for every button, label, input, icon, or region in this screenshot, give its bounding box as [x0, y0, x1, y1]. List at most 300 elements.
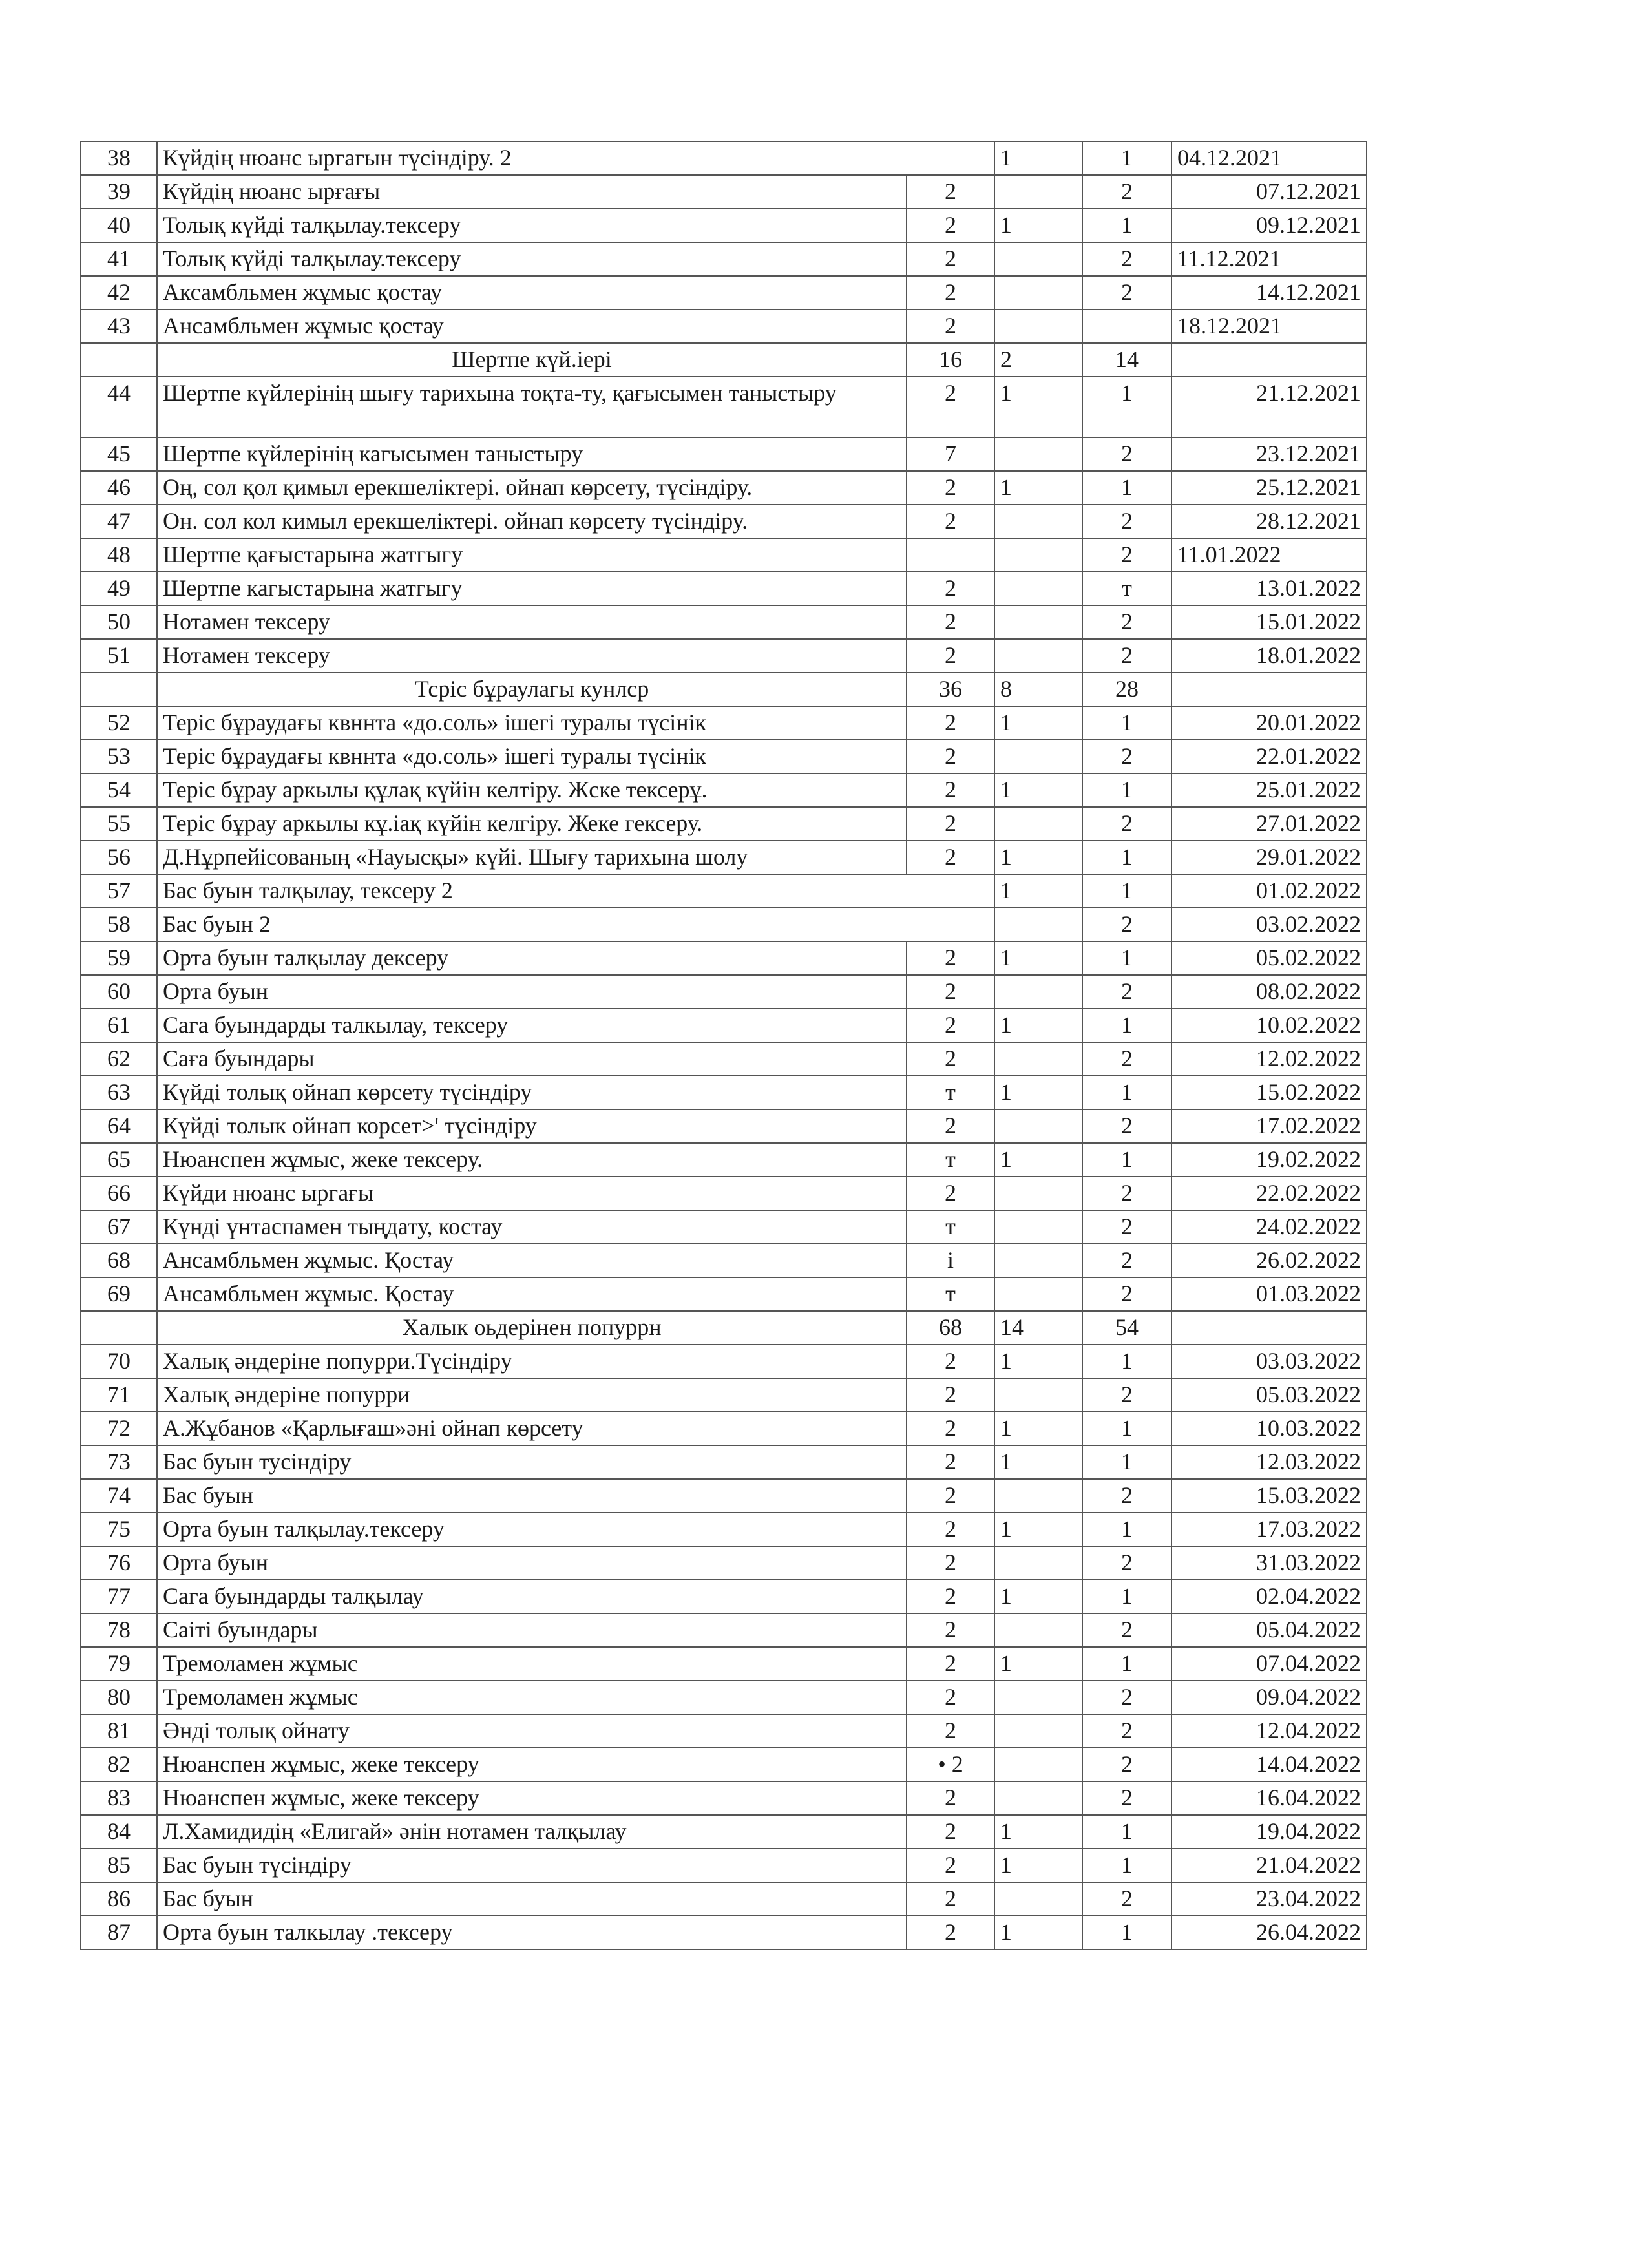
hours-total-cell: 2 [907, 807, 994, 841]
hours-total-cell: 2 [907, 505, 994, 538]
hours-theory-cell [994, 1546, 1082, 1580]
table-row [81, 242, 1367, 276]
table-row [81, 1177, 1367, 1210]
hours-theory-cell [994, 908, 1082, 941]
topic-cell: Бас буын тусіндіру [157, 1445, 907, 1479]
topic-cell: Он. сол кол кимыл ерекшеліктері. ойнап көрсету түсіндіру. [157, 505, 907, 538]
hours-theory-cell [994, 1613, 1082, 1647]
topic-cell: Орта буын [157, 975, 907, 1009]
hours-theory-cell [994, 175, 1082, 209]
row-number-cell: 42 [81, 276, 157, 310]
hours-practice-cell: 2 [1082, 605, 1171, 639]
hours-total-cell: 2 [907, 1882, 994, 1916]
topic-cell: Л.Хамидидің «Елигай» әнін нотамен талқылау [157, 1815, 907, 1849]
topic-cell: Сага буындарды талкылау, тексеру [157, 1009, 907, 1042]
hours-theory-cell: 1 [994, 1849, 1082, 1882]
date-cell: 15.02.2022 [1171, 1076, 1367, 1109]
table-row [81, 639, 1367, 673]
date-cell: 12.04.2022 [1171, 1714, 1367, 1748]
table-row [81, 310, 1367, 343]
topic-cell: А.Жұбанов «Қарлығаш»әні ойнап көрсету [157, 1412, 907, 1445]
date-cell: 20.01.2022 [1171, 706, 1367, 740]
row-number-cell: 63 [81, 1076, 157, 1109]
hours-practice-cell: 2 [1082, 639, 1171, 673]
row-number-cell: 44 [81, 377, 157, 437]
table-row [81, 773, 1367, 807]
hours-total-cell: 2 [907, 242, 994, 276]
hours-theory-cell [994, 1177, 1082, 1210]
date-cell: 10.02.2022 [1171, 1009, 1367, 1042]
row-number-cell: 77 [81, 1580, 157, 1613]
hours-theory-cell [994, 1882, 1082, 1916]
hours-total-cell: 36 [907, 673, 994, 706]
row-number-cell: 56 [81, 841, 157, 874]
topic-cell: Саға буындары [157, 1042, 907, 1076]
hours-total-cell: 2 [907, 1580, 994, 1613]
table-row [81, 908, 1367, 941]
section-row [81, 673, 1367, 706]
topic-cell: Күйдің нюанс ыргагын түсіндіру. 2 [157, 142, 994, 175]
topic-cell: Бас буын талқылау, тексеру 2 [157, 874, 994, 908]
date-cell: 29.01.2022 [1171, 841, 1367, 874]
section-row [81, 343, 1367, 377]
table-row [81, 1009, 1367, 1042]
topic-cell: Толық күйді талқылау.тексеру [157, 209, 907, 242]
hours-theory-cell [994, 1378, 1082, 1412]
table-row [81, 1781, 1367, 1815]
hours-total-cell: 2 [907, 1546, 994, 1580]
hours-theory-cell: 1 [994, 1009, 1082, 1042]
table-row [81, 437, 1367, 471]
topic-cell: Бас буын [157, 1882, 907, 1916]
date-cell: 16.04.2022 [1171, 1781, 1367, 1815]
row-number-cell: 43 [81, 310, 157, 343]
hours-total-cell: 16 [907, 343, 994, 377]
date-cell: 28.12.2021 [1171, 505, 1367, 538]
row-number-cell: 41 [81, 242, 157, 276]
hours-theory-cell: 1 [994, 1076, 1082, 1109]
hours-total-cell: т [907, 1210, 994, 1244]
row-number-cell: 81 [81, 1714, 157, 1748]
hours-theory-cell [994, 1042, 1082, 1076]
table-row [81, 142, 1367, 175]
hours-practice-cell: 14 [1082, 343, 1171, 377]
hours-practice-cell: 1 [1082, 1916, 1171, 1949]
topic-cell: Күйдің нюанс ырғағы [157, 175, 907, 209]
date-cell: 24.02.2022 [1171, 1210, 1367, 1244]
date-cell: 25.01.2022 [1171, 773, 1367, 807]
hours-practice-cell: 1 [1082, 1647, 1171, 1681]
table-row [81, 1479, 1367, 1513]
hours-practice-cell: 1 [1082, 377, 1171, 437]
table-row [81, 1210, 1367, 1244]
hours-practice-cell: 2 [1082, 538, 1171, 572]
hours-practice-cell: 2 [1082, 437, 1171, 471]
hours-total-cell: і [907, 1244, 994, 1277]
hours-theory-cell: 1 [994, 471, 1082, 505]
row-number-cell: 61 [81, 1009, 157, 1042]
topic-cell: Теріс бұраудағы квннта «до.соль» ішегі туралы түсінік [157, 706, 907, 740]
hours-theory-cell: 2 [994, 343, 1082, 377]
table-row [81, 505, 1367, 538]
hours-theory-cell: 1 [994, 1513, 1082, 1546]
date-cell: 07.04.2022 [1171, 1647, 1367, 1681]
topic-cell: Ансамбльмен жұмыс қостау [157, 310, 907, 343]
row-number-cell: 60 [81, 975, 157, 1009]
date-cell: 05.03.2022 [1171, 1378, 1367, 1412]
hours-total-cell: 2 [907, 276, 994, 310]
hours-practice-cell: 54 [1082, 1311, 1171, 1345]
topic-cell: Нюанспен жұмыс, жеке тексеру. [157, 1143, 907, 1177]
table-row [81, 807, 1367, 841]
topic-cell: Шертпе күйлерінің кагысымен таныстыру [157, 437, 907, 471]
topic-cell: Орта буын талкылау .тексеру [157, 1916, 907, 1949]
row-number-cell: 71 [81, 1378, 157, 1412]
hours-practice-cell: 1 [1082, 1412, 1171, 1445]
date-cell: 02.04.2022 [1171, 1580, 1367, 1613]
table-row [81, 1042, 1367, 1076]
date-cell: 09.04.2022 [1171, 1681, 1367, 1714]
date-cell [1171, 1311, 1367, 1345]
topic-cell: Күйді толык ойнап корсет>' түсіндіру [157, 1109, 907, 1143]
row-number-cell: 85 [81, 1849, 157, 1882]
date-cell: 21.12.2021 [1171, 377, 1367, 437]
topic-cell: Күйди нюанс ыргағы [157, 1177, 907, 1210]
table-row [81, 1882, 1367, 1916]
hours-total-cell: 2 [907, 471, 994, 505]
date-cell: 18.01.2022 [1171, 639, 1367, 673]
row-number-cell [81, 673, 157, 706]
hours-theory-cell [994, 437, 1082, 471]
hours-total-cell: 2 [907, 1445, 994, 1479]
date-cell: 17.03.2022 [1171, 1513, 1367, 1546]
topic-cell: Тремоламен жұмыс [157, 1647, 907, 1681]
row-number-cell: 38 [81, 142, 157, 175]
row-number-cell: 39 [81, 175, 157, 209]
hours-total-cell: 2 [907, 1042, 994, 1076]
hours-practice-cell [1082, 310, 1171, 343]
hours-theory-cell [994, 1109, 1082, 1143]
hours-theory-cell: 1 [994, 1412, 1082, 1445]
hours-practice-cell: 1 [1082, 1009, 1171, 1042]
table-row [81, 1378, 1367, 1412]
hours-theory-cell [994, 605, 1082, 639]
hours-theory-cell: 1 [994, 1580, 1082, 1613]
topic-cell: Халық әндеріне попурри.Түсіндіру [157, 1345, 907, 1378]
hours-theory-cell: 1 [994, 706, 1082, 740]
section-title-cell: Халык оьдерінен попуррн [157, 1311, 907, 1345]
hours-practice-cell: 2 [1082, 807, 1171, 841]
row-number-cell: 72 [81, 1412, 157, 1445]
row-number-cell: 84 [81, 1815, 157, 1849]
table-row [81, 1345, 1367, 1378]
date-cell: 14.04.2022 [1171, 1748, 1367, 1781]
hours-theory-cell: 1 [994, 1445, 1082, 1479]
section-row [81, 1311, 1367, 1345]
hours-practice-cell: 1 [1082, 841, 1171, 874]
table-row [81, 975, 1367, 1009]
hours-practice-cell: 1 [1082, 471, 1171, 505]
date-cell: 17.02.2022 [1171, 1109, 1367, 1143]
hours-practice-cell: 2 [1082, 1681, 1171, 1714]
date-cell: 03.03.2022 [1171, 1345, 1367, 1378]
hours-practice-cell: 2 [1082, 1546, 1171, 1580]
table-row [81, 1513, 1367, 1546]
row-number-cell: 58 [81, 908, 157, 941]
hours-practice-cell: 2 [1082, 1882, 1171, 1916]
hours-total-cell: 2 [907, 1714, 994, 1748]
hours-theory-cell [994, 1714, 1082, 1748]
hours-total-cell: 2 [907, 706, 994, 740]
hours-total-cell: 2 [907, 1412, 994, 1445]
hours-practice-cell: т [1082, 572, 1171, 605]
date-cell: 22.01.2022 [1171, 740, 1367, 773]
topic-cell: Ансамбльмен жұмыс. Қостау [157, 1244, 907, 1277]
table-row [81, 175, 1367, 209]
table-row [81, 1681, 1367, 1714]
row-number-cell: 57 [81, 874, 157, 908]
date-cell: 19.04.2022 [1171, 1815, 1367, 1849]
row-number-cell: 73 [81, 1445, 157, 1479]
hours-total-cell: 2 [907, 1345, 994, 1378]
table-row [81, 1613, 1367, 1647]
hours-total-cell: 2 [907, 1849, 994, 1882]
row-number-cell: 76 [81, 1546, 157, 1580]
hours-total-cell: 2 [907, 941, 994, 975]
hours-total-cell: 2 [907, 605, 994, 639]
table-row [81, 1076, 1367, 1109]
table-row [81, 841, 1367, 874]
topic-cell: Аксамбльмен жұмыс қостау [157, 276, 907, 310]
topic-cell: Оң, сол қол қимыл ерекшеліктері. ойнап көрсету, түсіндіру. [157, 471, 907, 505]
row-number-cell: 69 [81, 1277, 157, 1311]
table-row [81, 605, 1367, 639]
date-cell: 14.12.2021 [1171, 276, 1367, 310]
date-cell: 07.12.2021 [1171, 175, 1367, 209]
hours-practice-cell: 2 [1082, 1781, 1171, 1815]
hours-practice-cell: 2 [1082, 1714, 1171, 1748]
date-cell: 26.02.2022 [1171, 1244, 1367, 1277]
table-row [81, 1412, 1367, 1445]
hours-total-cell: 2 [907, 975, 994, 1009]
hours-theory-cell [994, 538, 1082, 572]
row-number-cell [81, 343, 157, 377]
row-number-cell: 53 [81, 740, 157, 773]
hours-theory-cell: 1 [994, 377, 1082, 437]
hours-practice-cell: 1 [1082, 1815, 1171, 1849]
table-row [81, 276, 1367, 310]
row-number-cell: 65 [81, 1143, 157, 1177]
hours-theory-cell: 1 [994, 209, 1082, 242]
topic-cell: Саіті буындары [157, 1613, 907, 1647]
hours-theory-cell: 1 [994, 1345, 1082, 1378]
hours-practice-cell: 1 [1082, 1580, 1171, 1613]
hours-practice-cell: 1 [1082, 1513, 1171, 1546]
table-row [81, 1815, 1367, 1849]
date-cell: 10.03.2022 [1171, 1412, 1367, 1445]
table-row [81, 1748, 1367, 1781]
table-row [81, 1714, 1367, 1748]
hours-total-cell [907, 538, 994, 572]
date-cell: 21.04.2022 [1171, 1849, 1367, 1882]
topic-cell: Бас буын [157, 1479, 907, 1513]
date-cell: 22.02.2022 [1171, 1177, 1367, 1210]
row-number-cell: 54 [81, 773, 157, 807]
hours-total-cell: т [907, 1277, 994, 1311]
hours-practice-cell: 1 [1082, 209, 1171, 242]
hours-practice-cell: 2 [1082, 1277, 1171, 1311]
hours-practice-cell: 2 [1082, 908, 1171, 941]
hours-practice-cell: 2 [1082, 1109, 1171, 1143]
row-number-cell: 52 [81, 706, 157, 740]
hours-total-cell: 2 [907, 377, 994, 437]
hours-theory-cell: 14 [994, 1311, 1082, 1345]
hours-practice-cell: 1 [1082, 1143, 1171, 1177]
date-cell: 18.12.2021 [1171, 310, 1367, 343]
topic-cell: Шертпе күйлерінің шығу тарихына тоқта-ту, қағысымен таныстыру [157, 377, 907, 437]
hours-practice-cell: 2 [1082, 175, 1171, 209]
topic-cell: Бас буын 2 [157, 908, 994, 941]
hours-theory-cell [994, 1210, 1082, 1244]
hours-practice-cell: 2 [1082, 242, 1171, 276]
table-row [81, 1580, 1367, 1613]
hours-total-cell: 2 [907, 1647, 994, 1681]
row-number-cell: 51 [81, 639, 157, 673]
date-cell: 01.03.2022 [1171, 1277, 1367, 1311]
row-number-cell: 75 [81, 1513, 157, 1546]
hours-theory-cell [994, 310, 1082, 343]
hours-theory-cell: 1 [994, 1815, 1082, 1849]
hours-theory-cell [994, 639, 1082, 673]
table-row [81, 538, 1367, 572]
table-row [81, 471, 1367, 505]
hours-theory-cell [994, 505, 1082, 538]
hours-total-cell: 2 [907, 1479, 994, 1513]
table-row [81, 1244, 1367, 1277]
row-number-cell: 62 [81, 1042, 157, 1076]
table-row [81, 1916, 1367, 1949]
hours-total-cell: 2 [907, 1613, 994, 1647]
hours-theory-cell: 1 [994, 941, 1082, 975]
hours-practice-cell: 2 [1082, 1378, 1171, 1412]
table-row [81, 377, 1367, 437]
hours-practice-cell: 2 [1082, 1210, 1171, 1244]
topic-cell: Ансамбльмен жұмыс. Қостау [157, 1277, 907, 1311]
topic-cell: Халық әндеріне попурри [157, 1378, 907, 1412]
date-cell: 13.01.2022 [1171, 572, 1367, 605]
lesson-plan-table [80, 141, 1367, 1950]
row-number-cell: 40 [81, 209, 157, 242]
topic-cell: Әнді толық ойнату [157, 1714, 907, 1748]
table-row [81, 874, 1367, 908]
row-number-cell: 55 [81, 807, 157, 841]
hours-total-cell: 2 [907, 1681, 994, 1714]
row-number-cell: 59 [81, 941, 157, 975]
table-row [81, 209, 1367, 242]
hours-total-cell: 2 [907, 1815, 994, 1849]
hours-total-cell: 2 [907, 572, 994, 605]
hours-practice-cell: 1 [1082, 941, 1171, 975]
topic-cell: Сага буындарды талқылау [157, 1580, 907, 1613]
row-number-cell: 47 [81, 505, 157, 538]
topic-cell: Орта буын талқылау.тексеру [157, 1513, 907, 1546]
table-row [81, 1109, 1367, 1143]
hours-practice-cell: 2 [1082, 505, 1171, 538]
date-cell: 27.01.2022 [1171, 807, 1367, 841]
hours-practice-cell: 1 [1082, 142, 1171, 175]
hours-theory-cell [994, 1277, 1082, 1311]
date-cell: 12.03.2022 [1171, 1445, 1367, 1479]
row-number-cell: 68 [81, 1244, 157, 1277]
date-cell [1171, 343, 1367, 377]
date-cell: 04.12.2021 [1171, 142, 1367, 175]
hours-practice-cell: 2 [1082, 1042, 1171, 1076]
date-cell: 25.12.2021 [1171, 471, 1367, 505]
hours-practice-cell: 28 [1082, 673, 1171, 706]
hours-total-cell: 2 [907, 175, 994, 209]
hours-theory-cell: 1 [994, 841, 1082, 874]
table-row [81, 1647, 1367, 1681]
hours-practice-cell: 2 [1082, 1244, 1171, 1277]
topic-cell: Теріс бұрау аркылы құлақ күйін келтіру. Жске тексерұ. [157, 773, 907, 807]
topic-cell: Теріс бұраудағы квннта «до.соль» ішегі туралы түсінік [157, 740, 907, 773]
date-cell: 23.12.2021 [1171, 437, 1367, 471]
hours-theory-cell: 1 [994, 1647, 1082, 1681]
row-number-cell: 83 [81, 1781, 157, 1815]
hours-total-cell: 2 [907, 1781, 994, 1815]
hours-theory-cell [994, 975, 1082, 1009]
date-cell: 23.04.2022 [1171, 1882, 1367, 1916]
hours-total-cell: 2 [907, 740, 994, 773]
hours-practice-cell: 1 [1082, 706, 1171, 740]
hours-practice-cell: 2 [1082, 1479, 1171, 1513]
table-row [81, 572, 1367, 605]
hours-total-cell: • 2 [907, 1748, 994, 1781]
topic-cell: Нюанспен жұмыс, жеке тексеру [157, 1781, 907, 1815]
hours-practice-cell: 2 [1082, 975, 1171, 1009]
date-cell: 15.03.2022 [1171, 1479, 1367, 1513]
hours-theory-cell [994, 276, 1082, 310]
row-number-cell: 50 [81, 605, 157, 639]
hours-total-cell: 2 [907, 639, 994, 673]
hours-theory-cell: 8 [994, 673, 1082, 706]
hours-total-cell: 2 [907, 209, 994, 242]
hours-theory-cell [994, 242, 1082, 276]
hours-practice-cell: 2 [1082, 1177, 1171, 1210]
table-row [81, 1849, 1367, 1882]
row-number-cell: 74 [81, 1479, 157, 1513]
row-number-cell: 87 [81, 1916, 157, 1949]
hours-total-cell: 2 [907, 841, 994, 874]
date-cell: 19.02.2022 [1171, 1143, 1367, 1177]
topic-cell: Тремоламен жұмыс [157, 1681, 907, 1714]
hours-practice-cell: 2 [1082, 1613, 1171, 1647]
table-row [81, 941, 1367, 975]
hours-theory-cell [994, 1244, 1082, 1277]
topic-cell: Теріс бұрау аркылы кұ.іақ күйін келгіру. Жеке гексеру. [157, 807, 907, 841]
row-number-cell: 86 [81, 1882, 157, 1916]
row-number-cell: 78 [81, 1613, 157, 1647]
date-cell: 11.12.2021 [1171, 242, 1367, 276]
row-number-cell: 67 [81, 1210, 157, 1244]
hours-practice-cell: 2 [1082, 1748, 1171, 1781]
hours-total-cell: т [907, 1143, 994, 1177]
table-row [81, 1277, 1367, 1311]
date-cell: 01.02.2022 [1171, 874, 1367, 908]
date-cell: 03.02.2022 [1171, 908, 1367, 941]
hours-theory-cell [994, 1681, 1082, 1714]
topic-cell: Бас буын түсіндіру [157, 1849, 907, 1882]
